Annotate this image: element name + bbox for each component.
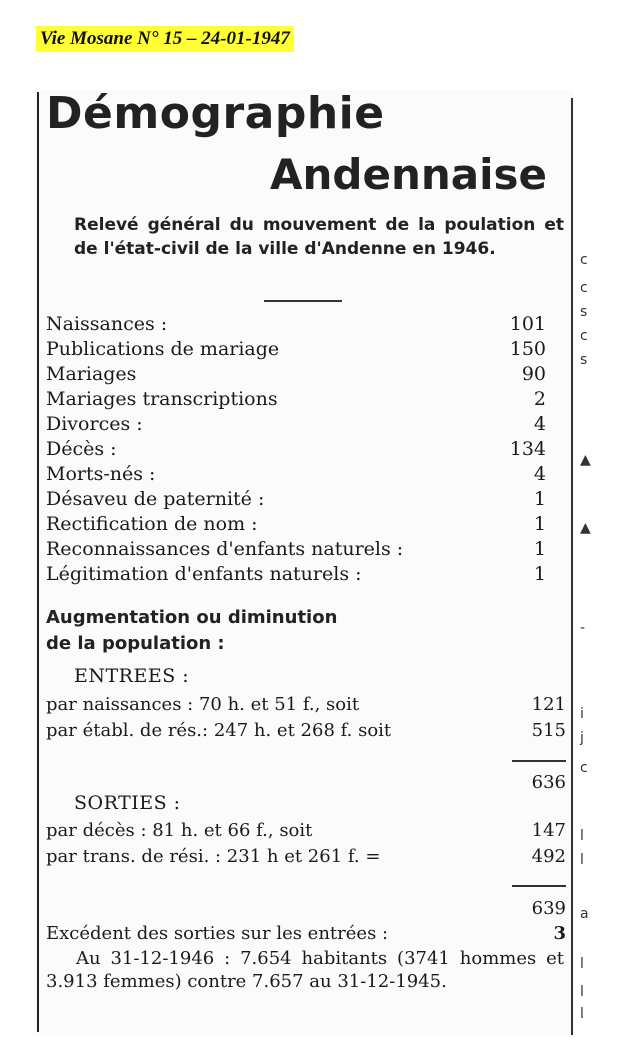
sorties-label: SORTIES : <box>74 792 181 814</box>
calc-value: 515 <box>531 720 566 741</box>
stat-label: Décès : <box>46 438 117 460</box>
stat-row <box>46 512 546 537</box>
stat-value: 90 <box>521 363 546 385</box>
stat-row <box>46 412 546 437</box>
calc-line <box>46 818 566 844</box>
stat-value: 1 <box>533 538 546 560</box>
adjacent-char: c <box>580 328 588 344</box>
stat-label: Publications de mariage <box>46 338 280 360</box>
adjacent-char: ▲ <box>580 452 591 468</box>
column-rule-left <box>37 92 39 1032</box>
stat-value: 4 <box>533 463 546 485</box>
adjacent-char: l <box>580 956 584 972</box>
stat-row <box>46 487 546 512</box>
stat-value: 4 <box>533 413 546 435</box>
stat-row <box>46 312 546 337</box>
article-title-line-2: Andennaise <box>270 150 547 199</box>
stat-label: Morts-nés : <box>46 463 156 485</box>
stat-label: Désaveu de paternité : <box>46 488 265 510</box>
adjacent-char: c <box>580 252 588 268</box>
statistics-list <box>46 312 546 587</box>
adjacent-char: a <box>580 906 589 922</box>
stat-label: Divorces : <box>46 413 143 435</box>
adjacent-char: c <box>580 280 588 296</box>
stat-value: 134 <box>509 438 546 460</box>
stat-label: Mariages transcriptions <box>46 388 278 410</box>
adjacent-char: l <box>580 1006 584 1022</box>
entrees-label: ENTREES : <box>74 665 190 687</box>
calc-text: par trans. de rési. : 231 h et 261 f. = <box>46 846 381 867</box>
stat-row <box>46 562 546 587</box>
stat-value: 2 <box>533 388 546 410</box>
closing-paragraph: Au 31-12-1946 : 7.654 habitants (3741 hommes et 3.913 femmes) contre 7.657 au 31-12-1945. <box>46 948 564 992</box>
stat-label: Reconnaissances d'enfants naturels : <box>46 538 404 560</box>
stat-row <box>46 387 546 412</box>
stat-row <box>46 462 546 487</box>
stat-row <box>46 337 546 362</box>
excess-line <box>46 922 566 946</box>
calc-value: 492 <box>531 846 566 867</box>
article-title-line-1: Démographie <box>46 88 385 139</box>
adjacent-char: l <box>580 828 584 844</box>
stat-value: 1 <box>533 488 546 510</box>
excess-text: Excédent des sorties sur les entrées : <box>46 923 389 944</box>
adjacent-char: j <box>580 730 584 746</box>
sum-rule <box>512 760 566 762</box>
calc-text: par naissances : 70 h. et 51 f., soit <box>46 694 360 715</box>
adjacent-char: s <box>580 352 588 368</box>
calc-text: par établ. de rés.: 247 h. et 268 f. soit <box>46 720 392 741</box>
adjacent-char: s <box>580 304 588 320</box>
adjacent-column-fragment <box>580 230 610 1030</box>
stat-value: 1 <box>533 513 546 535</box>
sorties-total: 639 <box>531 898 566 919</box>
stat-label: Légitimation d'enfants naturels : <box>46 563 362 585</box>
stat-value: 101 <box>509 313 546 335</box>
calc-value: 147 <box>531 820 566 841</box>
calc-line <box>46 844 566 870</box>
stat-label: Rectification de nom : <box>46 513 258 535</box>
adjacent-char: c <box>580 760 588 776</box>
stat-value: 150 <box>509 338 546 360</box>
excess-value: 3 <box>553 923 566 944</box>
publication-tag: Vie Mosane N° 15 – 24-01-1947 <box>36 26 294 52</box>
adjacent-char: - <box>580 620 586 636</box>
adjacent-char: l <box>580 984 584 1000</box>
population-heading-line-1: Augmentation ou diminution <box>46 607 338 628</box>
stat-row <box>46 362 546 387</box>
calc-value: 121 <box>531 694 566 715</box>
stat-value: 1 <box>533 563 546 585</box>
stat-label: Naissances : <box>46 313 168 335</box>
separator-rule <box>264 300 342 302</box>
entrees-total: 636 <box>531 772 566 793</box>
sum-rule <box>512 885 566 887</box>
calc-text: par décès : 81 h. et 66 f., soit <box>46 820 313 841</box>
adjacent-char: ▲ <box>580 520 591 536</box>
adjacent-char: i <box>580 706 584 722</box>
stat-label: Mariages <box>46 363 137 385</box>
calc-line <box>46 718 566 744</box>
population-heading-line-2: de la population : <box>46 633 225 654</box>
calc-line <box>46 692 566 718</box>
stat-row <box>46 437 546 462</box>
column-rule-right <box>571 98 573 1035</box>
population-heading <box>46 605 337 657</box>
adjacent-char: l <box>580 852 584 868</box>
article-intro: Relevé général du mouvement de la poulation et de l'état-civil de la ville d'Andenne en 1946. <box>74 215 564 259</box>
stat-row <box>46 537 546 562</box>
